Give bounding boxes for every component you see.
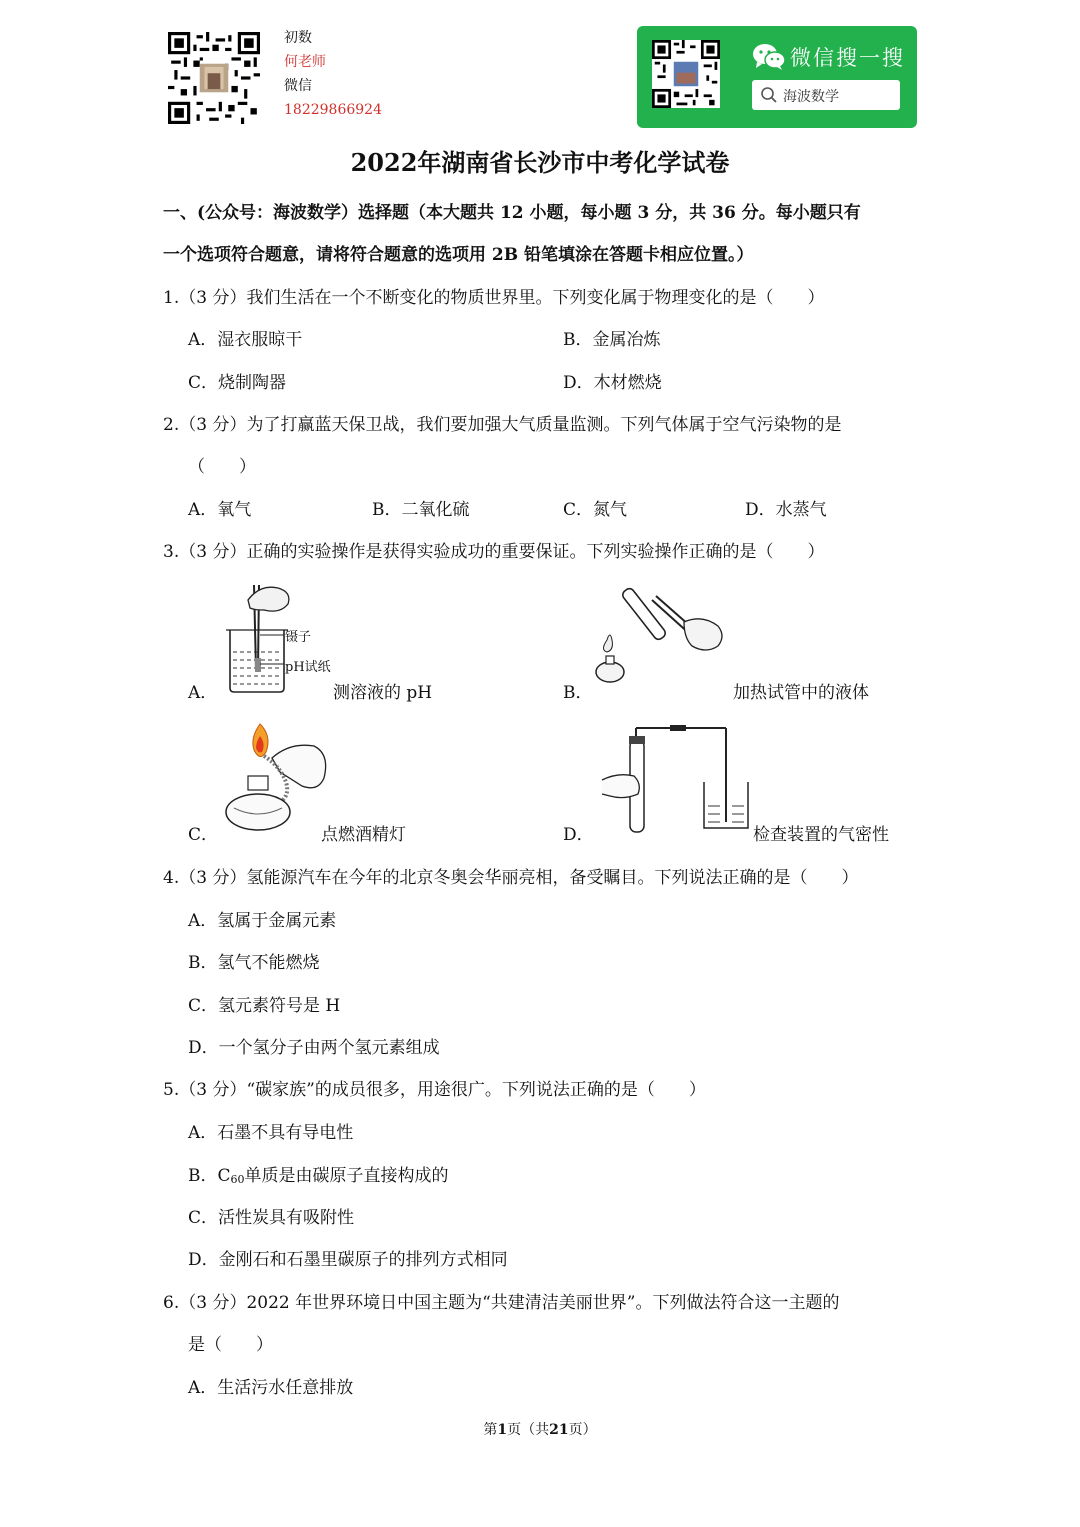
contact-line-subject: 初数 [284, 30, 312, 46]
q3-option-b-text: 加热试管中的液体 [733, 683, 869, 703]
q5-option-a: A．石墨不具有导电性 [188, 1123, 354, 1143]
contact-phone: 18229866924 [284, 102, 382, 118]
q2-option-a: A．氧气 [188, 500, 252, 520]
q5-stem: 5.（3 分）“碳家族”的成员很多，用途很广。下列说法正确的是（ ） [163, 1080, 706, 1100]
q3-option-b-letter: B． [563, 683, 593, 703]
wechat-search-title: 微信搜一搜 [790, 46, 905, 70]
footer-page-number: 1 [497, 1422, 508, 1438]
q3-a-label-tweezers: 镊子 [285, 630, 312, 645]
q5-option-d: D．金刚石和石墨里碳原子的排列方式相同 [188, 1250, 508, 1270]
q6-stem: 6.（3 分）2022 年世界环境日中国主题为“共建清洁美丽世界”。下列做法符合这一主题的 [163, 1293, 840, 1313]
q3-option-c-text: 点燃酒精灯 [321, 825, 406, 845]
q6-option-a: A．生活污水任意排放 [188, 1378, 354, 1398]
q4-option-a: A．氢属于金属元素 [188, 911, 337, 931]
q3-option-a-letter: A． [188, 683, 218, 703]
section-heading-line1: 一、(公众号：海波数学）选择题（本大题共 12 小题，每小题 3 分，共 36 分。每小题只有 [163, 203, 861, 223]
q4-option-d: D．一个氢分子由两个氢元素组成 [188, 1038, 440, 1058]
wechat-search-box[interactable] [752, 80, 900, 110]
q4-stem: 4.（3 分）氢能源汽车在今年的北京冬奥会华丽亮相，备受瞩目。下列说法正确的是（ ） [163, 868, 859, 888]
q5-option-b-prefix: B．C [188, 1166, 231, 1186]
q5-option-b-subscript: 60 [230, 1173, 245, 1186]
q3-stem: 3.（3 分）正确的实验操作是获得实验成功的重要保证。下列实验操作正确的是（ ） [163, 542, 825, 562]
q5-option-b [188, 1161, 449, 1186]
search-icon [760, 86, 778, 108]
q2-option-d: D．水蒸气 [745, 500, 827, 520]
q3-option-d-letter: D． [563, 825, 594, 845]
section-heading-line2: 一个选项符合题意，请将符合题意的选项用 2B 铅笔填涂在答题卡相应位置。） [163, 245, 754, 265]
q3-option-c-letter: C． [188, 825, 219, 845]
footer-total-pages: 21 [549, 1422, 569, 1438]
teacher-contact [284, 26, 382, 122]
q3-a-label-ph-paper: pH试纸 [285, 660, 331, 675]
q3-c-figure [220, 722, 335, 841]
footer-suffix: 页） [568, 1422, 597, 1438]
q5-option-b-suffix: 单质是由碳原子直接构成的 [244, 1166, 449, 1186]
q3-d-figure [598, 722, 753, 841]
footer-prefix: 第 [483, 1422, 498, 1438]
q1-option-a: A．湿衣服晾干 [188, 330, 303, 350]
q3-b-figure [592, 580, 737, 699]
q1-option-d: D．木材燃烧 [563, 373, 662, 393]
q2-stem: 2.（3 分）为了打赢蓝天保卫战，我们要加强大气质量监测。下列气体属于空气污染物的是 [163, 415, 842, 435]
wechat-search-value: 海波数学 [783, 89, 839, 105]
q2-option-b: B．二氧化硫 [372, 500, 470, 520]
footer-middle: 页（共 [507, 1422, 550, 1438]
q2-stem-bracket: （ ） [188, 457, 256, 477]
q1-option-c: C．烧制陶器 [188, 373, 287, 393]
q1-option-b: B．金属冶炼 [563, 330, 661, 350]
q4-option-c: C．氢元素符号是 H [188, 996, 341, 1016]
q1-stem: 1.（3 分）我们生活在一个不断变化的物质世界里。下列变化属于物理变化的是（ ） [163, 288, 825, 308]
q6-stem-tail: 是（ ） [188, 1335, 273, 1355]
contact-line-wechat: 微信 [284, 78, 312, 94]
q3-option-d-text: 检查装置的气密性 [753, 825, 889, 845]
q3-a-figure [220, 580, 335, 699]
qr-code-teacher [168, 32, 260, 124]
q5-option-c: C．活性炭具有吸附性 [188, 1208, 355, 1228]
q2-option-c: C．氮气 [563, 500, 628, 520]
page-title: 2022年湖南省长沙市中考化学试卷 [350, 148, 730, 177]
q3-option-a-text: 测溶液的 pH [333, 683, 433, 703]
q4-option-b: B．氢气不能燃烧 [188, 953, 320, 973]
page-footer [0, 1419, 1080, 1439]
contact-line-teacher: 何老师 [284, 54, 326, 70]
qr-code-wechat [652, 40, 720, 108]
wechat-logo-icon [752, 43, 786, 75]
